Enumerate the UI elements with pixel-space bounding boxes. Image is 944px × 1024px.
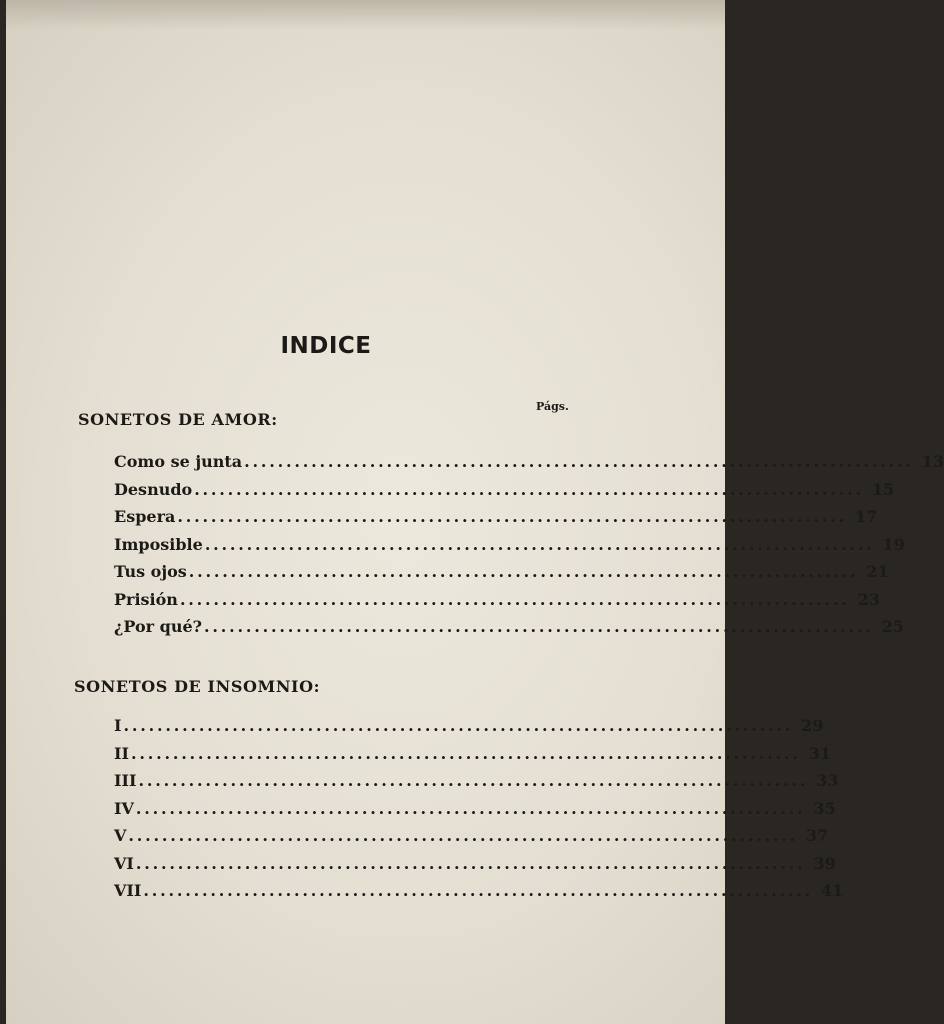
entry-title: Prisión — [114, 589, 178, 609]
toc-entry[interactable] — [114, 507, 878, 535]
entry-title: VI — [114, 853, 134, 873]
leader-dots: ................................................................................ — [123, 716, 794, 735]
toc-entry[interactable] — [114, 743, 831, 772]
pages-column-label: Págs. — [536, 400, 569, 413]
leader-dots: ................................................................................ — [244, 452, 914, 471]
entry-page: 35 — [813, 798, 836, 818]
section-heading-insomnio: SONETOS DE INSOMNIO: — [74, 677, 321, 696]
toc-entry[interactable] — [114, 589, 880, 618]
entry-page: 31 — [808, 743, 831, 763]
leader-dots: ................................................................................ — [204, 617, 874, 636]
entry-title: VII — [114, 881, 142, 900]
toc-entry[interactable] — [114, 881, 844, 909]
leader-dots: ................................................................................ — [204, 534, 875, 554]
entry-title: IV — [114, 798, 134, 818]
entry-title: ¿Por qué? — [114, 617, 203, 636]
toc-entry[interactable] — [114, 562, 889, 590]
entry-page: 21 — [866, 562, 889, 581]
entry-title: Imposible — [114, 534, 203, 554]
page-top-shadow — [6, 0, 725, 30]
toc-entry[interactable] — [114, 452, 944, 480]
bleed-through-text — [436, 135, 636, 355]
leader-dots: ................................................................................ — [179, 589, 850, 609]
toc-entry[interactable] — [114, 853, 836, 882]
leader-dots: ................................................................................ — [143, 881, 814, 900]
entry-page: 33 — [816, 771, 839, 790]
leader-dots: ................................................................................ — [177, 507, 847, 526]
entry-title: Desnudo — [114, 479, 193, 499]
leader-dots: ................................................................................ — [130, 743, 801, 763]
entry-page: 37 — [806, 826, 829, 845]
entry-title: Como se junta — [114, 452, 243, 471]
toc-entry[interactable] — [114, 479, 895, 508]
leader-dots: ................................................................................ — [135, 853, 806, 873]
leader-dots: ................................................................................ — [188, 562, 859, 581]
leader-dots: ................................................................................ — [138, 771, 809, 790]
entry-title: I — [114, 716, 122, 735]
entry-page: 23 — [857, 589, 880, 609]
toc-list-insomnio — [114, 716, 844, 909]
toc-entry[interactable] — [114, 771, 839, 799]
entry-page: 25 — [881, 617, 904, 636]
leader-dots: ................................................................................ — [128, 826, 799, 845]
entry-page: 19 — [882, 534, 905, 554]
leader-dots: ................................................................................ — [194, 479, 864, 499]
entry-page: 17 — [855, 507, 878, 526]
section-heading-amor: SONETOS DE AMOR: — [78, 410, 278, 429]
entry-title: V — [114, 826, 127, 845]
page-title: INDICE — [280, 333, 372, 359]
entry-title: Espera — [114, 507, 176, 526]
toc-entry[interactable] — [114, 798, 836, 827]
entry-page: 39 — [813, 853, 836, 873]
entry-page: 15 — [871, 479, 895, 499]
entry-title: II — [114, 743, 129, 763]
toc-entry[interactable] — [114, 534, 905, 563]
toc-entry[interactable] — [114, 826, 829, 854]
entry-page: 41 — [821, 881, 844, 900]
entry-title: Tus ojos — [114, 562, 187, 581]
entry-page: 29 — [801, 716, 824, 735]
book-page — [6, 0, 944, 1024]
toc-list-amor — [114, 452, 944, 645]
entry-page: 13 — [921, 452, 944, 471]
toc-entry[interactable] — [114, 716, 824, 744]
leader-dots: ................................................................................ — [135, 798, 806, 818]
entry-title: III — [114, 771, 137, 790]
toc-entry[interactable] — [114, 617, 904, 645]
